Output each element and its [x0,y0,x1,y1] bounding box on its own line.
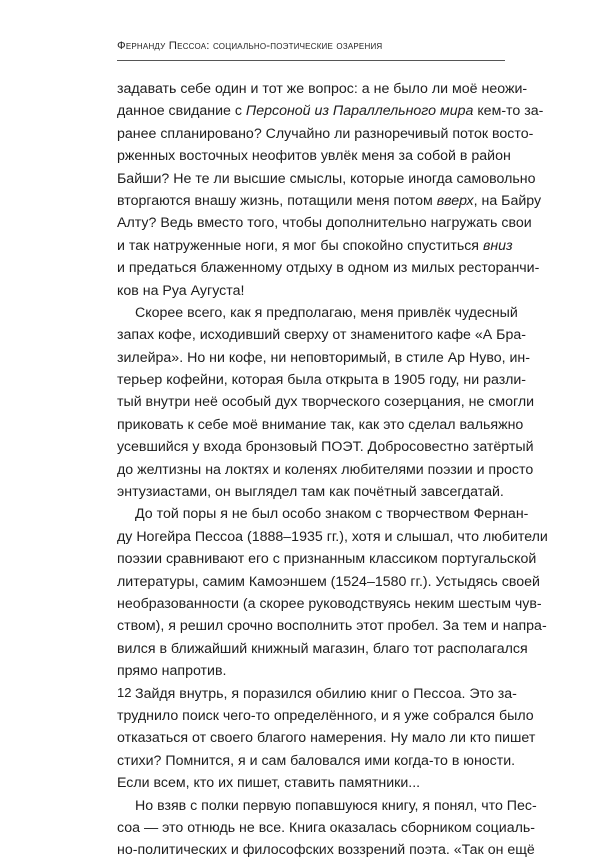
text-line: усевшийся у входа бронзовый ПОЭТ. Добросовестно затёртый [117,439,534,456]
text-line: приковать к себе моё внимание так, как это сделал вальяжно [117,416,524,433]
text-line: Если всем, кто их пишет, ставить памятники... [117,775,421,792]
text-line: соа — это отнюдь не все. Книга оказалась сборником социаль- [117,819,536,836]
text-line: энтузиастами, он выглядел там как почётный завсегдатай. [117,484,504,501]
text-line: Байши? Не те ли высшие смыслы, которые иногда самовольно [117,170,536,187]
text-line: ством), я решил срочно восполнить этот пробел. За тем и напра- [117,618,547,635]
page-number: 12 [117,685,132,700]
text-line: запах кофе, исходивший сверху от знаменитого кафе «А Бра- [117,327,526,344]
header-rule [117,60,505,61]
text-line: стихи? Помнится, я и сам баловался ими когда-то в юности. [117,752,516,769]
text-line: вторгаются внашу жизнь, потащили меня потом вверх, на Байру [117,192,542,209]
text-line: необразованности (а скорее руководствуясь неким шестым чув- [117,595,542,612]
body-text [117,78,548,862]
text-line: задавать себе один и тот же вопрос: а не было ли моё неожи- [117,81,528,97]
text-line: терьер кофейни, которая была открыта в 1905 году, ни разли- [117,372,527,389]
text-line: рженных восточных неофитов увлёк меня за собой в район [117,148,511,165]
text-line: зилейра». Но ни кофе, ни неповторимый, в стиле Ар Нуво, ин- [117,349,530,366]
text-line: литературы, самим Камоэншем (1524–1580 гг.). Устыдясь своей [117,573,540,590]
text-line: ранее спланировано? Случайно ли разноречивый поток восто- [117,125,534,142]
text-line: Скорее всего, как я предполагаю, меня привлёк чудесный [135,304,518,321]
text-line: труднило поиск чего-то определённого, и я уже собрался было [117,707,534,724]
text-line: отказаться от своего благого намерения. Ну мало ли кто пишет [117,730,536,747]
text-line: Алту? Ведь вместо того, чтобы дополнительно нагружать свои [117,215,532,232]
text-line: Но взяв с полки первую попавшуюся книгу, я понял, что Пес- [135,797,537,814]
text-line: данное свидание с Персоной из Параллельного мира кем-то за- [117,103,544,120]
text-line: вился в ближайший книжный магазин, благо тот располагался [117,640,528,657]
text-line: ков на Руа Аугуста! [117,282,245,299]
text-line: прямо напротив. [117,663,227,680]
text-line: поэзии сравнивают его с признанным классиком португальской [117,551,537,568]
text-line: и предаться блаженному отдыху в одном из милых ресторанчи- [117,260,540,277]
text-line: но-политических и философских воззрений поэта. «Так он ещё [117,842,535,859]
text-line: до желтизны на локтях и коленях любителями поэзии и просто [117,461,534,478]
text-line: тый внутри неё особый дух творческого созерцания, не смогли [117,394,535,411]
text-line: До той поры я не был особо знаком с творчеством Фернан- [135,506,529,523]
text-line: Зайдя внутрь, я поразился обилию книг о Пессоа. Это за- [135,685,517,702]
text-line: и так натруженные ноги, я мог бы спокойно спуститься вниз [117,237,513,254]
text-line: ду Ногейра Пессоа (1888–1935 гг.), хотя и слышал, что любители [117,528,548,545]
running-header: Фернанду Пессоа: социально-поэтические озарения [117,40,383,52]
